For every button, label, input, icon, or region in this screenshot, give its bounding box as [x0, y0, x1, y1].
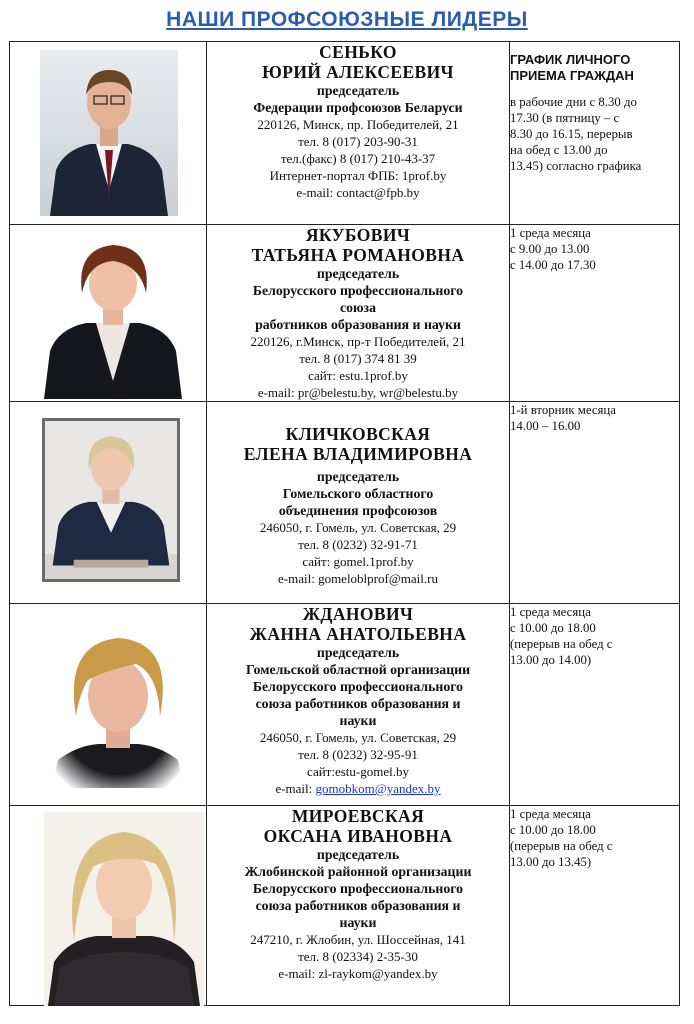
leader-role: председатель [316, 469, 400, 484]
leader-phone: тел. 8 (017) 374 81 39 [299, 351, 417, 366]
schedule-line: 17.30 (в пятницу – с [510, 111, 620, 125]
leader-info [207, 225, 510, 402]
leader-role: председатель [316, 847, 400, 862]
leader-phone: тел. 8 (02334) 2-35-30 [298, 949, 418, 964]
leader-surname: ЯКУБОВИЧ [305, 225, 411, 245]
schedule-line: 14.00 – 16.00 [510, 419, 581, 433]
leader-email: e-mail: zl-raykom@yandex.by [278, 966, 438, 981]
schedule-line: (перерыв на обед с [510, 637, 613, 651]
leader-org: работников образования и науки [255, 317, 461, 332]
photo-cell [10, 402, 207, 604]
leader-address: 246050, г. Гомель, ул. Советская, 29 [259, 730, 457, 745]
schedule-line: в рабочие дни с 8.30 до [510, 95, 637, 109]
schedule-line: 1 среда месяца [510, 605, 591, 619]
leader-website: сайт: gomel.1prof.by [302, 554, 414, 569]
leader-surname: МИРОЕВСКАЯ [291, 806, 425, 826]
leader-fullname: ЕЛЕНА ВЛАДИМИРОВНА [243, 444, 473, 464]
leader-org: объединения профсоюзов [278, 503, 438, 518]
schedule-line: с 10.00 до 18.00 [510, 621, 596, 635]
schedule-line: с 14.00 до 17.30 [510, 258, 596, 272]
leader-phone: тел. 8 (017) 203-90-31 [298, 134, 418, 149]
photo-cell [10, 225, 207, 402]
leader-org: Гомельской областной организации [245, 662, 471, 677]
leader-org: Федерации профсоюзов Беларуси [253, 100, 463, 115]
leader-org: науки [339, 915, 377, 930]
schedule-line: 13.45) согласно графика [510, 159, 642, 173]
schedule-line: 1 среда месяца [510, 807, 591, 821]
leader-email: e-mail: contact@fpb.by [296, 185, 420, 200]
leader-fullname: ТАТЬЯНА РОМАНОВНА [251, 245, 465, 265]
portrait-photo [40, 50, 178, 216]
schedule-line: 1-й вторник месяца [510, 403, 616, 417]
schedule-header: ГРАФИК ЛИЧНОГО ПРИЕМА ГРАЖДАН [510, 52, 634, 83]
leader-info [207, 42, 510, 225]
schedule-line: с 10.00 до 18.00 [510, 823, 596, 837]
leader-org: Жлобинской районной организации [244, 864, 472, 879]
leader-website: сайт: estu.1prof.by [308, 368, 408, 383]
leader-org: Гомельского областного [282, 486, 434, 501]
portrait-photo [42, 418, 180, 582]
photo-cell [10, 806, 207, 1006]
leader-surname: СЕНЬКО [319, 42, 397, 62]
leader-fax: тел.(факс) 8 (017) 210-43-37 [280, 151, 436, 166]
email-link[interactable]: gomobkom@yandex.by [315, 781, 441, 796]
leader-email: e-mail: pr@belestu.by, wr@belestu.by [257, 385, 459, 400]
leader-info [207, 604, 510, 806]
leader-org: науки [339, 713, 377, 728]
table-row [10, 225, 680, 402]
page-title: НАШИ ПРОФСОЮЗНЫЕ ЛИДЕРЫ [166, 8, 528, 31]
leader-org: союза работников образования и [255, 898, 461, 913]
leader-phone: тел. 8 (0232) 32-91-71 [298, 537, 418, 552]
schedule-line: 13.00 до 13.45) [510, 855, 592, 869]
leader-address: 220126, Минск, пр. Победителей, 21 [257, 117, 459, 132]
schedule-cell [510, 225, 680, 402]
portrait-photo [40, 231, 186, 399]
schedule-line: 1 среда месяца [510, 226, 591, 240]
leader-phone: тел. 8 (0232) 32-95-91 [298, 747, 418, 762]
leader-fullname: ЮРИЙ АЛЕКСЕЕВИЧ [262, 62, 454, 82]
leader-address: 247210, г. Жлобин, ул. Шоссейная, 141 [250, 932, 466, 947]
schedule-cell [510, 604, 680, 806]
leaders-table [9, 41, 680, 1006]
table-row [10, 42, 680, 225]
leader-info [207, 402, 510, 604]
schedule-line: 13.00 до 14.00) [510, 653, 592, 667]
leader-role: председатель [316, 645, 400, 660]
photo-cell [10, 42, 207, 225]
leader-role: председатель [316, 83, 400, 98]
leader-email: e-mail: gomobkom@yandex.by [275, 781, 441, 796]
schedule-line: 8.30 до 16.15, перерыв [510, 127, 633, 141]
leader-org: союза [339, 300, 376, 315]
leader-info [207, 806, 510, 1006]
schedule-line: с 9.00 до 13.00 [510, 242, 590, 256]
schedule-line: на обед с 13.00 до [510, 143, 608, 157]
leader-fullname: ЖАННА АНАТОЛЬЕВНА [249, 624, 467, 644]
leader-org: Белорусского профессионального [252, 881, 464, 896]
table-row [10, 806, 680, 1006]
leader-surname: КЛИЧКОВСКАЯ [285, 424, 431, 444]
schedule-cell [510, 806, 680, 1006]
leader-address: 220126, г.Минск, пр-т Победителей, 21 [250, 334, 466, 349]
schedule-cell [510, 402, 680, 604]
leader-org: Белорусского профессионального [252, 283, 464, 298]
schedule-line: (перерыв на обед с [510, 839, 613, 853]
leader-org: союза работников образования и [255, 696, 461, 711]
leader-org: Белорусского профессионального [252, 679, 464, 694]
leader-surname: ЖДАНОВИЧ [302, 604, 414, 624]
table-row [10, 604, 680, 806]
leader-email: e-mail: gomeloblprof@mail.ru [278, 571, 438, 586]
leader-role: председатель [316, 266, 400, 281]
leader-fullname: ОКСАНА ИВАНОВНА [263, 826, 453, 846]
leader-address: 246050, г. Гомель, ул. Советская, 29 [259, 520, 457, 535]
photo-cell [10, 604, 207, 806]
portrait-photo [46, 620, 190, 788]
portrait-photo [44, 812, 204, 1006]
table-row [10, 402, 680, 604]
leader-website: Интернет-портал ФПБ: 1prof.by [269, 168, 447, 183]
schedule-cell [510, 42, 680, 225]
leader-website: сайт:estu-gomel.by [307, 764, 409, 779]
